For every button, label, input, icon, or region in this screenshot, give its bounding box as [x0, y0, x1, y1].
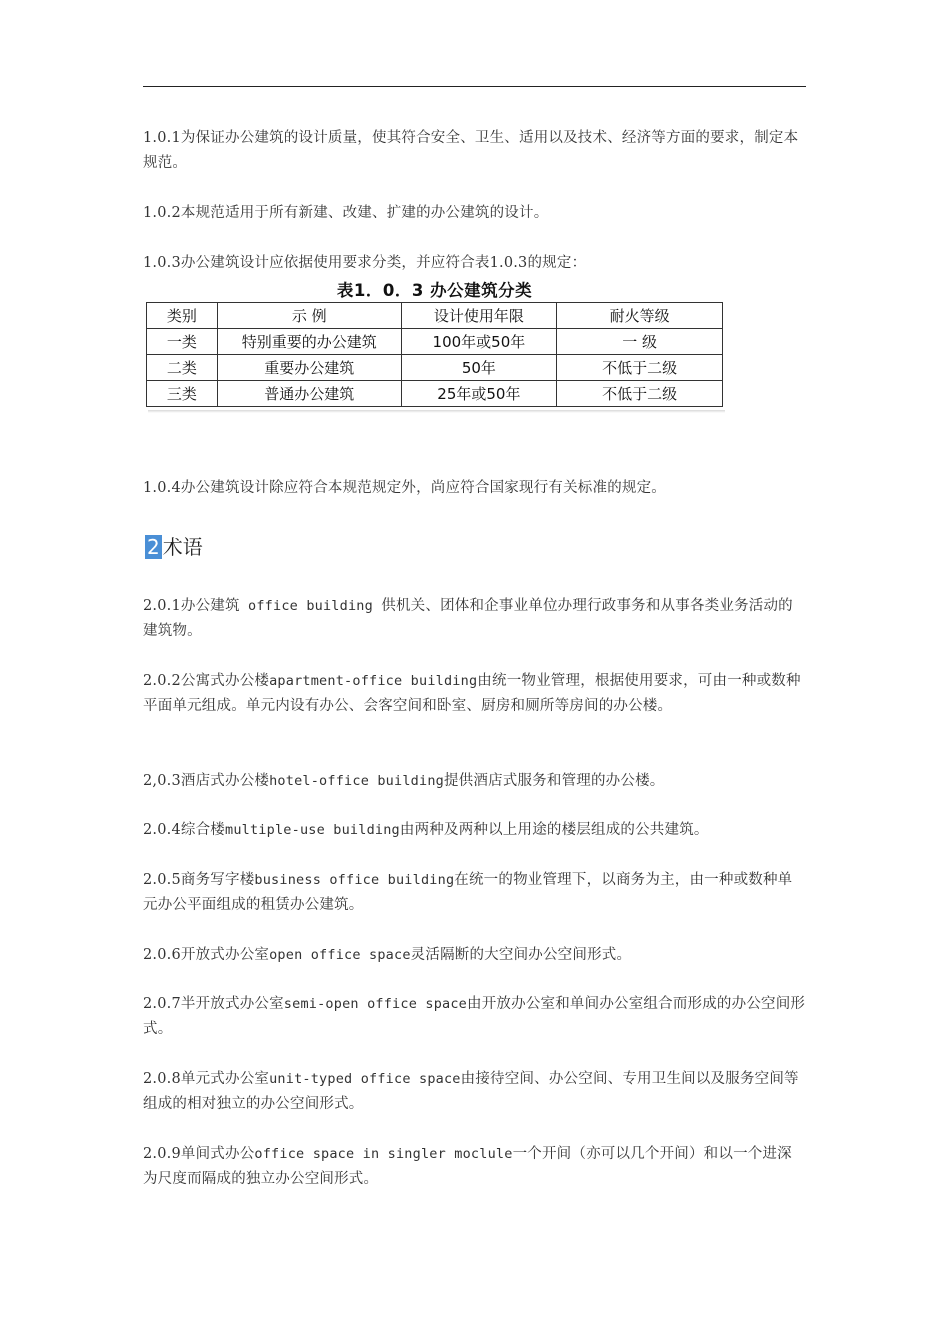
- table-header-row: [147, 303, 723, 329]
- header-rule: [143, 86, 806, 87]
- table-cell: 100年或50年: [401, 329, 557, 355]
- heading-number-highlight: 2: [147, 535, 160, 559]
- term-2-0-5: 2.0.5商务写字楼business office building在统一的物业管理下，以商务为主，由一种或数种单元办公平面组成的租赁办公建筑。: [143, 872, 793, 913]
- table-cell: 重要办公建筑: [217, 355, 401, 381]
- term-2-0-8: 2.0.8单元式办公室unit-typed office space由接待空间、办公空间、专用卫生间以及服务空间等组成的相对独立的办公空间形式。: [143, 1071, 799, 1112]
- heading-title: 术语: [162, 535, 203, 559]
- clause-1-0-1: 1.0.1为保证办公建筑的设计质量，使其符合安全、卫生、适用以及技术、经济等方面的要求，制定本规范。: [143, 130, 799, 171]
- table-row: [147, 355, 723, 381]
- table-cell: 一 级: [557, 329, 723, 355]
- header-cell-example: 示 例: [217, 303, 401, 329]
- clause-1-0-3: 1.0.3办公建筑设计应依据使用要求分类，并应符合表1.0.3的规定：: [143, 255, 587, 271]
- table-row: [147, 329, 723, 355]
- clause-1-0-2: 1.0.2本规范适用于所有新建、改建、扩建的办公建筑的设计。: [143, 205, 549, 221]
- term-2-0-2: 2.0.2公寓式办公楼apartment-office building由统一物业管理，根据使用要求，可由一种或数种平面单元组成。单元内设有办公、会客空间和卧室、厨房和厕所等房间的办公楼。: [143, 673, 801, 714]
- term-2-0-6: 2.0.6开放式办公室open office space灵活隔断的大空间办公空间形式。: [143, 947, 632, 963]
- table-cell: 50年: [401, 355, 557, 381]
- term-2-0-3: 2,0.3酒店式办公楼hotel-office building提供酒店式服务和管理的办公楼。: [143, 773, 665, 789]
- table-shadow: [148, 410, 725, 413]
- table-cell: 不低于二级: [557, 355, 723, 381]
- header-cell-category: 类别: [147, 303, 218, 329]
- term-2-0-4: 2.0.4综合楼multiple-use building由两种及两种以上用途的楼层组成的公共建筑。: [143, 822, 709, 838]
- table-cell: 一类: [147, 329, 218, 355]
- table-title: 表1．0．3 办公建筑分类: [336, 281, 533, 300]
- term-2-0-1: 2.0.1办公建筑 office building 供机关、团体和企事业单位办理行政事务和从事各类业务活动的建筑物。: [143, 598, 793, 639]
- clause-1-0-4: 1.0.4办公建筑设计除应符合本规范规定外，尚应符合国家现行有关标准的规定。: [143, 480, 666, 496]
- table-cell: 二类: [147, 355, 218, 381]
- term-2-0-7: 2.0.7半开放式办公室semi-open office space由开放办公室和单间办公室组合而形成的办公空间形式。: [143, 996, 806, 1037]
- table-cell: 不低于二级: [557, 381, 723, 407]
- section-heading: [145, 532, 203, 562]
- table-row: [147, 381, 723, 407]
- table-cell: 25年或50年: [401, 381, 557, 407]
- table-cell: 特别重要的办公建筑: [217, 329, 401, 355]
- term-2-0-9: 2.0.9单间式办公office space in singler moclule一个开间（亦可以几个开间）和以一个进深为尺度而隔成的独立办公空间形式。: [143, 1146, 792, 1187]
- table-cell: 三类: [147, 381, 218, 407]
- header-cell-fire-rating: 耐火等级: [557, 303, 723, 329]
- classification-table: [146, 302, 723, 407]
- table-cell: 普通办公建筑: [217, 381, 401, 407]
- header-cell-service-life: 设计使用年限: [401, 303, 557, 329]
